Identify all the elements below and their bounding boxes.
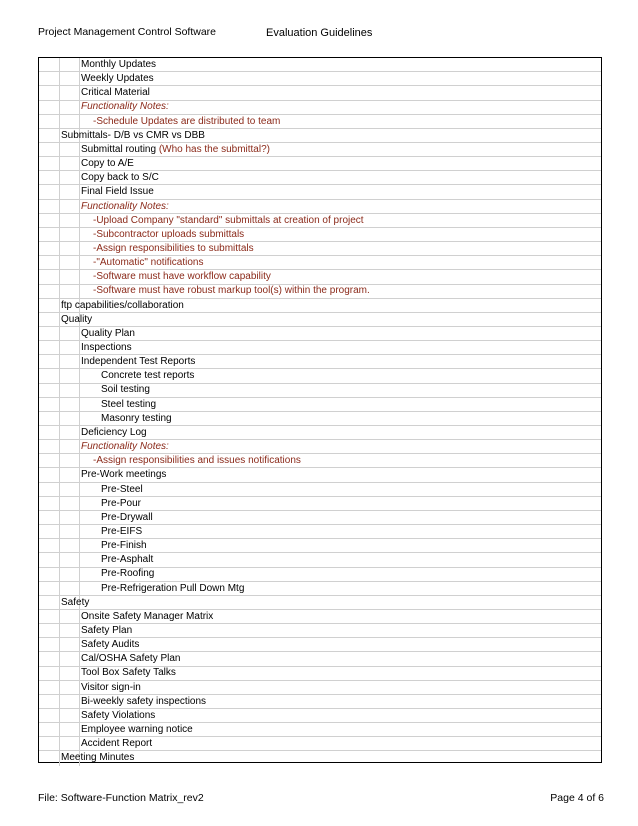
row-label: Pre-Drywall: [101, 511, 153, 523]
cell-divider: [59, 185, 60, 198]
table-row: [39, 737, 601, 751]
cell-divider: [79, 624, 80, 637]
cell-divider: [79, 72, 80, 85]
row-label: Pre-Finish: [101, 540, 147, 552]
row-label: Employee warning notice: [81, 724, 193, 736]
cell-divider: [79, 214, 80, 227]
table-row: [39, 624, 601, 638]
cell-divider: [59, 567, 60, 580]
row-label: Pre-Refrigeration Pull Down Mtg: [101, 582, 245, 594]
cell-divider: [59, 624, 60, 637]
table-row: [39, 440, 601, 454]
cell-divider: [79, 440, 80, 453]
table-row: [39, 115, 601, 129]
cell-divider: [79, 638, 80, 651]
table-row: [39, 86, 601, 100]
cell-divider: [59, 638, 60, 651]
cell-divider: [59, 242, 60, 255]
cell-divider: [59, 143, 60, 156]
cell-divider: [79, 228, 80, 241]
cell-divider: [79, 398, 80, 411]
table-row: [39, 497, 601, 511]
table-row: [39, 539, 601, 553]
cell-divider: [59, 737, 60, 750]
cell-divider: [59, 468, 60, 481]
row-label: Final Field Issue: [81, 186, 154, 198]
functionality-note: -Schedule Updates are distributed to team: [93, 115, 281, 127]
cell-divider: [59, 214, 60, 227]
table-row: [39, 709, 601, 723]
table-row: [39, 638, 601, 652]
row-label: Submittals- D/B vs CMR vs DBB: [61, 129, 205, 141]
functionality-note: Functionality Notes:: [81, 200, 169, 212]
cell-divider: [59, 412, 60, 425]
row-label: Pre-Work meetings: [81, 469, 167, 481]
cell-divider: [79, 468, 80, 481]
row-label: Deficiency Log: [81, 426, 147, 438]
cell-divider: [79, 157, 80, 170]
table-row: [39, 412, 601, 426]
table-row: [39, 695, 601, 709]
cell-divider: [79, 412, 80, 425]
cell-divider: [79, 256, 80, 269]
row-label: Accident Report: [81, 738, 153, 750]
cell-divider: [59, 398, 60, 411]
cell-divider: [59, 327, 60, 340]
functionality-note: -Software must have robust markup tool(s) within the program.: [93, 285, 370, 297]
cell-divider: [59, 115, 60, 128]
table-row: [39, 143, 601, 157]
row-label: Quality Plan: [81, 327, 135, 339]
row-label: Onsite Safety Manager Matrix: [81, 610, 214, 622]
cell-divider: [79, 695, 80, 708]
cell-divider: [59, 86, 60, 99]
table-row: [39, 666, 601, 680]
cell-divider: [79, 426, 80, 439]
table-row: [39, 200, 601, 214]
cell-divider: [79, 723, 80, 736]
table-row: [39, 383, 601, 397]
cell-divider: [79, 497, 80, 510]
row-label: Pre-Pour: [101, 497, 142, 509]
table-row: [39, 100, 601, 114]
cell-divider: [59, 695, 60, 708]
cell-divider: [79, 553, 80, 566]
table-row: [39, 228, 601, 242]
table-row: [39, 58, 601, 72]
table-row: [39, 242, 601, 256]
table-row: [39, 553, 601, 567]
function-matrix-table: [38, 57, 602, 763]
table-row: [39, 454, 601, 468]
row-label: Independent Test Reports: [81, 356, 196, 368]
footer-page-number: Page 4 of 6: [550, 792, 604, 804]
cell-divider: [59, 157, 60, 170]
cell-divider: [79, 86, 80, 99]
functionality-note: -Subcontractor uploads submittals: [93, 228, 245, 240]
table-row: [39, 610, 601, 624]
table-row: [39, 341, 601, 355]
functionality-note: -"Automatic" notifications: [93, 257, 204, 269]
document-header-subtitle: Evaluation Guidelines: [266, 27, 373, 39]
cell-divider: [79, 200, 80, 213]
row-label: Safety Audits: [81, 639, 140, 651]
table-row: [39, 327, 601, 341]
cell-divider: [79, 58, 80, 71]
row-label: Meeting Minutes: [61, 752, 135, 764]
row-label: Bi-weekly safety inspections: [81, 695, 207, 707]
row-label: Soil testing: [101, 384, 150, 396]
row-label: Inspections: [81, 342, 132, 353]
cell-divider: [79, 709, 80, 722]
table-row: [39, 299, 601, 313]
cell-divider: [59, 228, 60, 241]
row-label: Masonry testing: [101, 412, 172, 424]
cell-divider: [79, 525, 80, 538]
row-label: Pre-EIFS: [101, 525, 143, 537]
cell-divider: [59, 610, 60, 623]
cell-divider: [59, 596, 60, 609]
functionality-note: -Upload Company "standard" submittals at creation of project: [93, 214, 364, 226]
row-label: Pre-Roofing: [101, 568, 155, 580]
cell-divider: [59, 709, 60, 722]
cell-divider: [59, 100, 60, 113]
cell-divider: [79, 737, 80, 750]
row-label: Monthly Updates: [81, 59, 157, 70]
table-row: [39, 681, 601, 695]
cell-divider: [79, 454, 80, 467]
cell-divider: [59, 313, 60, 326]
cell-divider: [59, 539, 60, 552]
row-label: Visitor sign-in: [81, 681, 141, 693]
cell-divider: [59, 369, 60, 382]
table-row: [39, 398, 601, 412]
table-row: [39, 567, 601, 581]
cell-divider: [79, 483, 80, 496]
cell-divider: [59, 270, 60, 283]
table-row: [39, 751, 601, 765]
table-row: [39, 157, 601, 171]
cell-divider: [79, 143, 80, 156]
table-row: [39, 723, 601, 737]
cell-divider: [59, 723, 60, 736]
functionality-note: Functionality Notes:: [81, 101, 169, 113]
table-row: [39, 483, 601, 497]
cell-divider: [59, 58, 60, 71]
row-note-inline: (Who has the submittal?): [158, 143, 270, 155]
functionality-note: Functionality Notes:: [81, 441, 169, 453]
cell-divider: [59, 440, 60, 453]
cell-divider: [59, 129, 60, 142]
cell-divider: [79, 115, 80, 128]
table-row: [39, 369, 601, 383]
row-label: Weekly Updates: [81, 73, 154, 85]
table-row: [39, 72, 601, 86]
row-label: Copy to A/E: [81, 158, 134, 170]
cell-divider: [79, 610, 80, 623]
row-label: Safety Violations: [81, 709, 156, 721]
cell-divider: [79, 327, 80, 340]
cell-divider: [79, 185, 80, 198]
row-label: Quality: [61, 313, 93, 325]
footer-file-name: File: Software-Function Matrix_rev2: [38, 792, 204, 804]
cell-divider: [59, 72, 60, 85]
table-row: [39, 313, 601, 327]
cell-divider: [59, 383, 60, 396]
row-label: Concrete test reports: [101, 370, 195, 382]
cell-divider: [79, 666, 80, 679]
row-label: Pre-Steel: [101, 483, 143, 495]
cell-divider: [59, 525, 60, 538]
table-row: [39, 426, 601, 440]
cell-divider: [59, 652, 60, 665]
row-label: Submittal routing (Who has the submittal?): [81, 143, 270, 155]
cell-divider: [79, 171, 80, 184]
cell-divider: [59, 497, 60, 510]
row-label: Copy back to S/C: [81, 172, 159, 184]
cell-divider: [59, 454, 60, 467]
functionality-note: -Assign responsibilities and issues notifications: [93, 455, 301, 467]
table-row: [39, 256, 601, 270]
row-label: Steel testing: [101, 398, 157, 410]
cell-divider: [59, 299, 60, 312]
row-label: Pre-Asphalt: [101, 554, 154, 566]
functionality-note: -Software must have workflow capability: [93, 271, 271, 283]
table-row: [39, 355, 601, 369]
row-label: Tool Box Safety Talks: [81, 667, 176, 679]
table-row: [39, 511, 601, 525]
table-row: [39, 582, 601, 596]
cell-divider: [79, 539, 80, 552]
cell-divider: [59, 681, 60, 694]
table-row: [39, 185, 601, 199]
cell-divider: [79, 511, 80, 524]
cell-divider: [59, 426, 60, 439]
row-label: Critical Material: [81, 87, 150, 99]
table-row: [39, 652, 601, 666]
cell-divider: [79, 242, 80, 255]
cell-divider: [59, 483, 60, 496]
cell-divider: [79, 582, 80, 595]
row-label: ftp capabilities/collaboration: [61, 299, 184, 311]
row-label: Safety: [61, 596, 90, 608]
cell-divider: [59, 284, 60, 297]
cell-divider: [79, 355, 80, 368]
cell-divider: [79, 567, 80, 580]
cell-divider: [79, 383, 80, 396]
cell-divider: [59, 341, 60, 354]
table-row: [39, 468, 601, 482]
cell-divider: [59, 666, 60, 679]
document-header-title: Project Management Control Software: [38, 26, 217, 38]
table-row: [39, 284, 601, 298]
cell-divider: [79, 681, 80, 694]
cell-divider: [59, 171, 60, 184]
cell-divider: [79, 341, 80, 354]
cell-divider: [59, 256, 60, 269]
table-row: [39, 596, 601, 610]
cell-divider: [79, 652, 80, 665]
cell-divider: [79, 270, 80, 283]
cell-divider: [59, 751, 60, 765]
table-row: [39, 525, 601, 539]
cell-divider: [59, 355, 60, 368]
table-row: [39, 214, 601, 228]
table-row: [39, 129, 601, 143]
cell-divider: [59, 553, 60, 566]
table-row: [39, 270, 601, 284]
row-label: Cal/OSHA Safety Plan: [81, 653, 181, 665]
cell-divider: [79, 284, 80, 297]
table-row: [39, 171, 601, 185]
cell-divider: [79, 100, 80, 113]
cell-divider: [59, 582, 60, 595]
functionality-note: -Assign responsibilities to submittals: [93, 242, 254, 254]
cell-divider: [79, 369, 80, 382]
row-label: Safety Plan: [81, 625, 133, 636]
cell-divider: [59, 511, 60, 524]
cell-divider: [59, 200, 60, 213]
